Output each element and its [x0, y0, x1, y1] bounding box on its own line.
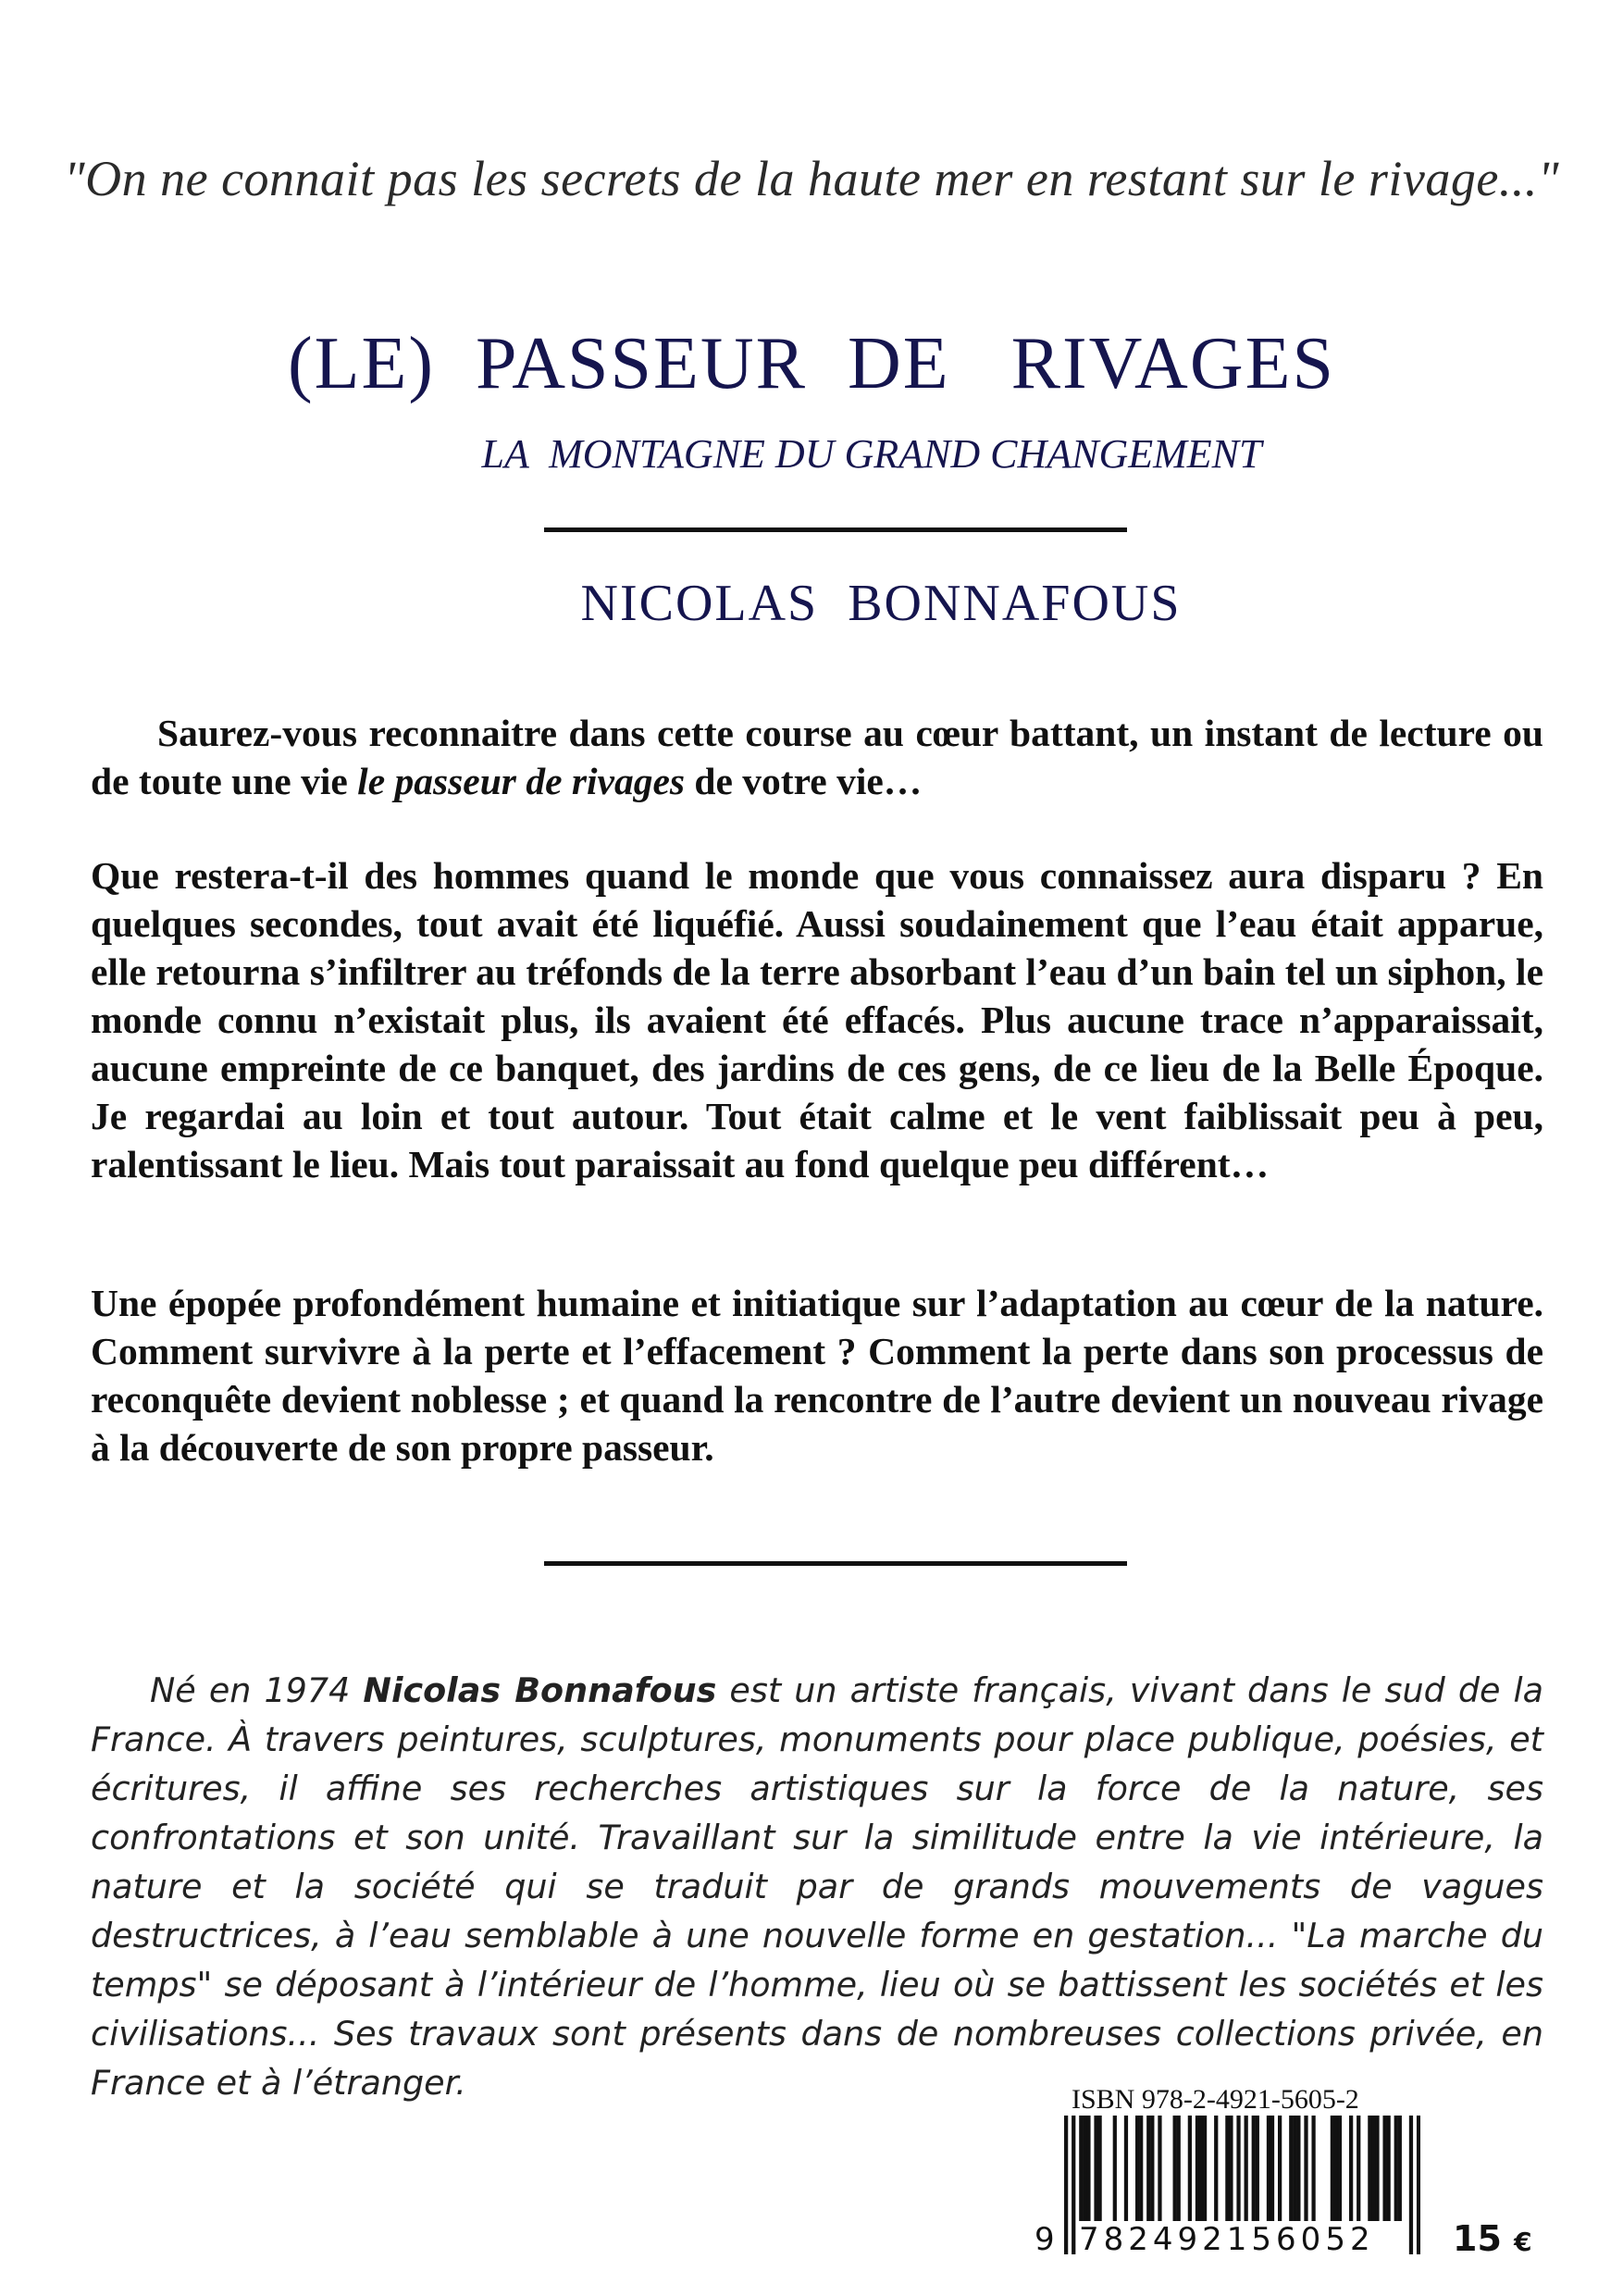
author-bio: [91, 1666, 1543, 2107]
barcode-bar: [1304, 2116, 1307, 2221]
author-name: NICOLAS BONNAFOUS: [580, 575, 1182, 632]
barcode-bar: [1086, 2116, 1090, 2221]
price-amount: 15: [1453, 2218, 1502, 2259]
barcode-bar: [1188, 2116, 1192, 2221]
blurb-intro-italic: le passeur de rivages: [357, 760, 686, 802]
price: [1453, 2218, 1532, 2259]
barcode-bar: [1371, 2116, 1375, 2221]
author-bio-rest: est un artiste français, vivant dans le sud de la France. À travers peintures, sculptures, monuments pour place publique, poésies, et écritures, il affine ses recherches artistiques sur la force de la nature, ses confrontations et son unité. Travaillant sur la similitude entre la vie intérieure, la nature et la société qui se traduit par de grands mouvements de vagues destructrices, à l’eau semblable à une nouvelle forme en gestation... "La marche du temps" se déposant à l’intérieur de l’homme, lieu où se battissent les sociétés et les civilisations... Ses travaux sont présents dans de nombreuses collections privée, en France et à l’étranger.: [91, 1670, 1544, 2103]
blurb-summary: [91, 1279, 1543, 1471]
barcode-bar: [1357, 2116, 1360, 2221]
barcode-bar: [1278, 2116, 1282, 2221]
barcode-number: 782492156052: [1079, 2221, 1375, 2258]
barcode-bar: [1334, 2116, 1338, 2221]
barcode-bar: [1079, 2116, 1083, 2221]
barcode-bar: [1199, 2116, 1203, 2221]
blurb-intro-text-end: de votre vie…: [685, 760, 923, 802]
barcode-bar: [1289, 2116, 1293, 2221]
barcode-lead-digit: 9: [1035, 2221, 1055, 2258]
barcode-bar: [1150, 2116, 1154, 2221]
barcode-bar: [1135, 2116, 1139, 2221]
barcode-bar: [1256, 2116, 1259, 2221]
author-bio-name: Nicolas Bonnafous: [363, 1670, 717, 1710]
barcode-bar: [1270, 2116, 1274, 2221]
blurb-summary-text: Une épopée profondément humaine et initiatique sur l’adaptation au cœur de la nature. Comment survivre à la perte et l’effacement ? Comment la perte dans son processus de reconquête devient noblesse ; et quand la rencontre de l’autre devient un nouveau rivage à la découverte de son propre passeur.: [91, 1282, 1543, 1469]
barcode-bar: [1409, 2116, 1413, 2254]
barcode-bar: [1094, 2116, 1097, 2221]
price-currency: €: [1514, 2227, 1532, 2257]
barcode-bar: [1375, 2116, 1379, 2221]
barcode-bar: [1296, 2116, 1300, 2221]
blurb-intro: [91, 709, 1543, 805]
barcode-bar: [1072, 2116, 1075, 2254]
barcode-bar: [1214, 2116, 1218, 2221]
barcode-bar: [1311, 2116, 1315, 2221]
barcode-bar: [1173, 2116, 1177, 2221]
isbn-label: ISBN 978-2-4921-5605-2: [1072, 2084, 1359, 2115]
barcode-bar: [1293, 2116, 1296, 2221]
author-bio-start: Né en 1974: [150, 1670, 364, 1710]
barcode-bar: [1349, 2116, 1353, 2221]
barcode-bar: [1331, 2116, 1334, 2221]
barcode-bar: [1113, 2116, 1117, 2221]
book-title: (LE) PASSEUR DE RIVAGES: [288, 323, 1335, 404]
blurb-excerpt: [91, 851, 1543, 1188]
barcode-bar: [1203, 2116, 1207, 2221]
barcode-bar: [1196, 2116, 1199, 2221]
barcode-bar: [1394, 2116, 1398, 2221]
barcode-bar: [1124, 2116, 1128, 2221]
barcode-bar: [1097, 2116, 1101, 2221]
barcode-bar: [1177, 2116, 1181, 2221]
barcode-bar: [1158, 2116, 1161, 2221]
barcode-bar: [1139, 2116, 1143, 2221]
barcode-bar: [1417, 2116, 1420, 2254]
divider-bottom: [544, 1561, 1127, 1566]
barcode-bar: [1398, 2116, 1402, 2221]
barcode-bar: [1146, 2116, 1150, 2221]
barcode-bar: [1229, 2116, 1233, 2221]
blurb-intro-text-start: Saurez-vous reconnaitre dans cette course au cœur battant, un instant de lecture ou de toute une vie: [91, 712, 1543, 802]
barcode-bar: [1382, 2116, 1386, 2221]
barcode-bar: [1083, 2116, 1086, 2221]
blurb-excerpt-text: Que restera-t-il des hommes quand le monde que vous connaissez aura disparu ? En quelques secondes, tout avait été liquéfié. Aussi soudainement que l’eau était apparue, elle retourna s’infiltrer au tréfonds de la terre absorbant l’eau d’un bain tel un siphon, le monde connu n’existait plus, ils avaient été effacés. Plus aucune trace n’apparaissait, aucune empreinte de ce banquet, des jardins de ces gens, de ce lieu de la Belle Époque. Je regardai au loin et tout autour. Tout était calme et le vent faiblissait peu à peu, ralentissant le lieu. Mais tout paraissait au fond quelque peu différent…: [91, 854, 1543, 1185]
barcode-bar: [1387, 2116, 1391, 2221]
barcode-bar: [1267, 2116, 1270, 2221]
book-subtitle: LA MONTAGNE DU GRAND CHANGEMENT: [481, 431, 1262, 477]
barcode-bar: [1225, 2116, 1229, 2221]
barcode-bar: [1252, 2116, 1256, 2221]
barcode-bar: [1368, 2116, 1371, 2221]
divider-top: [544, 527, 1127, 532]
barcode-bar: [1064, 2116, 1068, 2254]
epigraph-quote: "On ne connait pas les secrets de la haute mer en restant sur le rivage...": [63, 151, 1560, 206]
barcode-bar: [1338, 2116, 1342, 2221]
